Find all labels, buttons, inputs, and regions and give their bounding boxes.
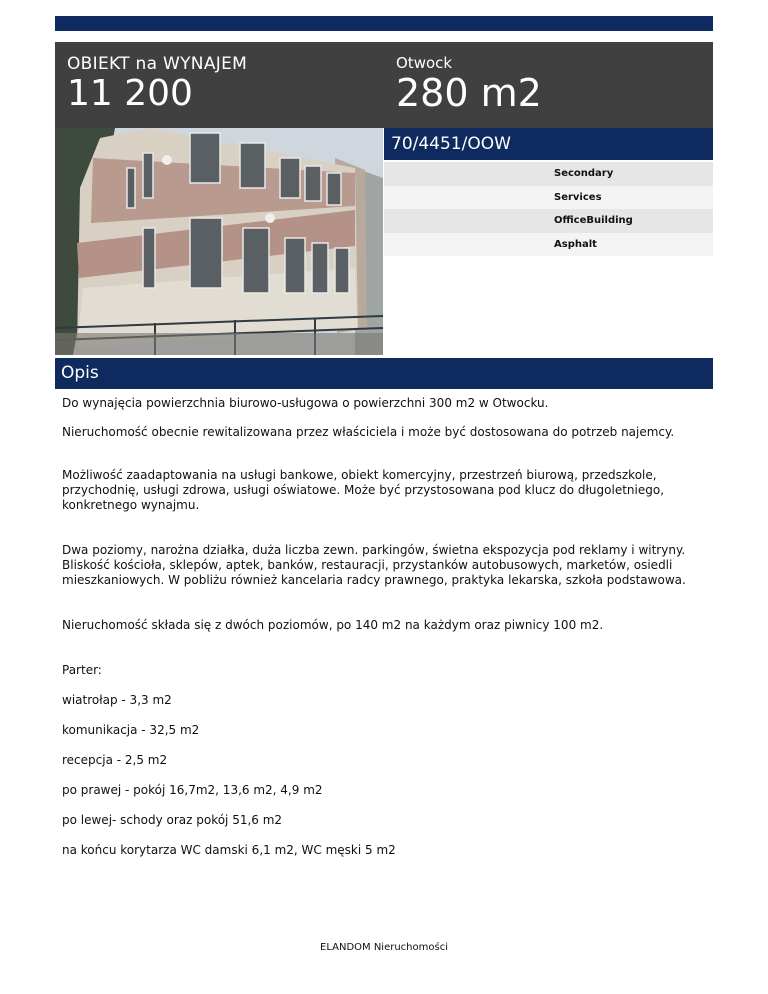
- description-paragraph: po lewej- schody oraz pokój 51,6 m2: [62, 813, 283, 827]
- attribute-row: Asphalt: [384, 233, 713, 257]
- description-paragraph: na końcu korytarza WC damski 6,1 m2, WC męski 5 m2: [62, 843, 396, 857]
- property-photo: [55, 128, 383, 355]
- attribute-list: [384, 162, 713, 256]
- description-paragraph: recepcja - 2,5 m2: [62, 753, 168, 767]
- top-accent-bar: [55, 16, 713, 31]
- reference-bar: [384, 128, 713, 160]
- description-paragraph: po prawej - pokój 16,7m2, 13,6 m2, 4,9 m2: [62, 783, 323, 797]
- description-section-bar: [55, 358, 713, 389]
- reference-number: 70/4451/OOW: [391, 134, 511, 154]
- attribute-row: Services: [384, 186, 713, 210]
- description-paragraph: komunikacja - 32,5 m2: [62, 723, 200, 737]
- listing-header: [55, 42, 713, 128]
- description-paragraph: Nieruchomość obecnie rewitalizowana przez właściciela i może być dostosowana do potrzeb najemcy.: [62, 425, 675, 439]
- price: 11 200: [67, 73, 193, 114]
- description-paragraph: Parter:: [62, 663, 102, 677]
- attribute-row: Secondary: [384, 162, 713, 186]
- description-paragraph: Możliwość zaadaptowania na usługi bankowe, obiekt komercyjny, przestrzeń biurową, przedszkole, przychodnię, usługi zdrowa, usługi oświatowe. Może być przystosowana pod klucz do długoletniego, konkretnego wynajmu.: [62, 468, 665, 512]
- description-paragraph: Nieruchomość składa się z dwóch poziomów, po 140 m2 na każdym oraz piwnicy 100 m2.: [62, 618, 604, 632]
- city: Otwock: [396, 54, 453, 72]
- attribute-row: OfficeBuilding: [384, 209, 713, 233]
- section-title: Opis: [61, 363, 99, 383]
- description-paragraph: wiatrołap - 3,3 m2: [62, 693, 172, 707]
- description-paragraph: Do wynajęcia powierzchnia biurowo-usługowa o powierzchni 300 m2 w Otwocku.: [62, 396, 549, 410]
- footer-agency: ELANDOM Nieruchomości: [320, 942, 448, 953]
- description-paragraph: Dwa poziomy, narożna działka, duża liczba zewn. parkingów, świetna ekspozycja pod reklamy i witryny. Bliskość kościoła, sklepów, aptek, banków, restauracji, przystanków autobusowych, marketów, osiedli mieszkaniowych. W pobliżu również kancelaria radcy prawnego, praktyka lekarska, szkoła podstawowa.: [62, 543, 686, 587]
- area: 280 m2: [396, 71, 542, 115]
- description-text: [62, 396, 708, 858]
- offer-type: OBIEKT na WYNAJEM: [67, 54, 248, 74]
